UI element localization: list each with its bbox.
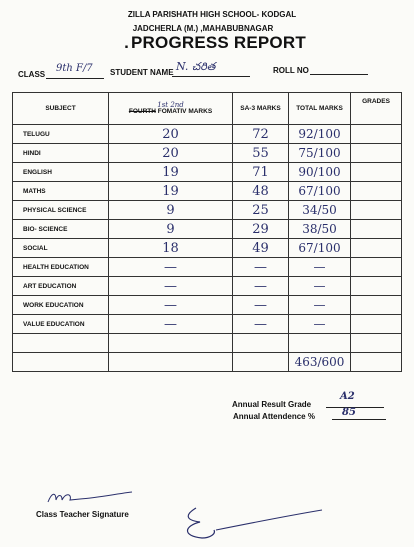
- total-value: 67/100: [298, 184, 341, 198]
- subject-cell: [13, 353, 109, 372]
- total-value: 92/100: [298, 127, 341, 141]
- subject-name: TELUGU: [23, 130, 50, 138]
- table-header-row: [13, 93, 402, 125]
- formative-cell: [109, 220, 233, 239]
- student-underline: [172, 76, 250, 77]
- col-grades: GRADES: [351, 93, 402, 125]
- total-cell: [289, 182, 351, 201]
- subject-cell: [13, 239, 109, 258]
- formative-value: —: [164, 297, 177, 313]
- total-cell: [289, 144, 351, 163]
- grade-cell: [351, 239, 402, 258]
- subject-cell: [13, 125, 109, 144]
- sa3-cell: [233, 296, 289, 315]
- formative-cell: [109, 353, 233, 372]
- total-value: 34/50: [302, 203, 337, 217]
- grade-cell: [351, 163, 402, 182]
- sa3-value: —: [254, 259, 267, 275]
- total-value: 75/100: [298, 146, 341, 160]
- sa3-cell: [233, 182, 289, 201]
- formative-value: —: [164, 278, 177, 294]
- sa3-cell: [233, 258, 289, 277]
- col-sa3: SA-3 MARKS: [233, 93, 289, 125]
- table-row: [13, 220, 402, 239]
- total-value: —: [313, 260, 326, 274]
- formative-value: 18: [162, 240, 179, 256]
- formative-cell: [109, 334, 233, 353]
- total-cell: [289, 125, 351, 144]
- formative-cell: [109, 239, 233, 258]
- total-value: 90/100: [298, 165, 341, 179]
- class-label: CLASS: [18, 70, 46, 79]
- student-name-label: STUDENT NAME: [110, 68, 174, 77]
- formative-value: 9: [166, 221, 175, 237]
- subject-name: SOCIAL: [23, 244, 48, 252]
- formative-cell: [109, 163, 233, 182]
- sa3-cell: [233, 144, 289, 163]
- table-row: [13, 277, 402, 296]
- sa3-value: 49: [252, 240, 269, 256]
- marks-table: [12, 92, 402, 372]
- attendance-underline: [332, 419, 386, 420]
- col-formative: [109, 93, 233, 125]
- result-grade-value: A2: [340, 391, 355, 402]
- formative-cell: [109, 315, 233, 334]
- class-underline: [46, 78, 104, 79]
- formative-value: 9: [166, 202, 175, 218]
- subject-name: ART EDUCATION: [23, 282, 77, 290]
- school-name: ZILLA PARISHATH HIGH SCHOOL- KODGAL: [127, 10, 297, 19]
- total-value: 67/100: [298, 241, 341, 255]
- table-row: [13, 201, 402, 220]
- attendance-value: 85: [342, 407, 356, 418]
- sa3-cell: [233, 277, 289, 296]
- hm-signature: [176, 500, 326, 545]
- total-cell: [289, 296, 351, 315]
- table-row: [13, 315, 402, 334]
- formative-cell: [109, 258, 233, 277]
- title-text: PROGRESS REPORT: [131, 33, 306, 52]
- subject-name: MATHS: [23, 187, 46, 195]
- sa3-value: 55: [252, 145, 269, 161]
- formative-cell: [109, 182, 233, 201]
- grade-cell: [351, 182, 402, 201]
- subject-cell: [13, 182, 109, 201]
- sa3-cell: [233, 353, 289, 372]
- subject-name: PHYSICAL SCIENCE: [23, 206, 87, 214]
- roll-no-label: ROLL NO: [273, 66, 309, 75]
- sa3-value: —: [254, 297, 267, 313]
- sa3-cell: [233, 315, 289, 334]
- formative-cell: [109, 125, 233, 144]
- total-cell: [289, 220, 351, 239]
- subject-cell: [13, 258, 109, 277]
- marks-body: [13, 125, 402, 372]
- formative-struck-prefix: FOURTH: [128, 108, 156, 115]
- subject-name: HINDI: [23, 149, 41, 157]
- subject-cell: [13, 296, 109, 315]
- formative-cell: [109, 144, 233, 163]
- class-value: 9th F/7: [56, 63, 93, 74]
- formative-cell: [109, 201, 233, 220]
- teacher-signature: [46, 488, 136, 510]
- sa3-value: 71: [252, 164, 269, 180]
- sa3-cell: [233, 125, 289, 144]
- sa3-value: —: [254, 316, 267, 332]
- subject-cell: [13, 201, 109, 220]
- grade-cell: [351, 296, 402, 315]
- page-title: . PROGRESS REPORT: [124, 33, 306, 52]
- table-row: [13, 125, 402, 144]
- formative-value: —: [164, 316, 177, 332]
- sa3-value: 29: [252, 221, 269, 237]
- subject-cell: [13, 315, 109, 334]
- grade-cell: [351, 144, 402, 163]
- formative-handwritten-prefix: 1st 2nd: [157, 101, 184, 109]
- table-row: [13, 296, 402, 315]
- formative-value: —: [164, 259, 177, 275]
- total-cell: [289, 258, 351, 277]
- grade-cell: [351, 220, 402, 239]
- subject-name: ENGLISH: [23, 168, 52, 176]
- formative-cell: [109, 296, 233, 315]
- col-total: TOTAL MARKS: [289, 93, 351, 125]
- grade-cell: [351, 201, 402, 220]
- sa3-cell: [233, 201, 289, 220]
- subject-name: BIO- SCIENCE: [23, 225, 68, 233]
- subject-name: HEALTH EDUCATION: [23, 263, 89, 271]
- sa3-value: 48: [252, 183, 269, 199]
- subject-name: VALUE EDUCATION: [23, 320, 85, 328]
- total-value: 38/50: [302, 222, 337, 236]
- total-cell: [289, 353, 351, 372]
- col-subject: SUBJECT: [13, 93, 109, 125]
- grade-cell: [351, 277, 402, 296]
- total-cell: [289, 277, 351, 296]
- total-cell: [289, 163, 351, 182]
- table-row: [13, 258, 402, 277]
- table-row: [13, 353, 402, 372]
- sa3-cell: [233, 239, 289, 258]
- formative-value: 19: [162, 164, 179, 180]
- attendance-label: Annual Attendence %: [233, 412, 315, 421]
- result-grade-label: Annual Result Grade: [232, 400, 312, 409]
- total-value: —: [313, 317, 326, 331]
- formative-value: 20: [162, 126, 179, 142]
- sa3-value: 25: [252, 202, 269, 218]
- table-row: [13, 334, 402, 353]
- sa3-cell: [233, 334, 289, 353]
- sa3-cell: [233, 220, 289, 239]
- grade-cell: [351, 315, 402, 334]
- grade-cell: [351, 258, 402, 277]
- formative-value: 19: [162, 183, 179, 199]
- total-value: —: [313, 279, 326, 293]
- subject-cell: [13, 277, 109, 296]
- subject-cell: [13, 334, 109, 353]
- school-address: JADCHERLA (M.) ,MAHABUBNAGAR: [132, 24, 274, 33]
- grade-cell: [351, 353, 402, 372]
- sa3-cell: [233, 163, 289, 182]
- subject-cell: [13, 144, 109, 163]
- subject-cell: [13, 220, 109, 239]
- total-cell: [289, 334, 351, 353]
- student-name-value: N. చరిత: [176, 60, 216, 73]
- grade-cell: [351, 334, 402, 353]
- formative-header-text: FOMATIV MARKS: [157, 108, 213, 115]
- total-cell: [289, 315, 351, 334]
- table-row: [13, 144, 402, 163]
- formative-value: 20: [162, 145, 179, 161]
- sa3-value: 72: [252, 126, 269, 142]
- total-value: —: [313, 298, 326, 312]
- roll-no-underline: [310, 74, 368, 75]
- total-value: 463/600: [294, 355, 345, 369]
- sa3-value: —: [254, 278, 267, 294]
- subject-name: WORK EDUCATION: [23, 301, 84, 309]
- subject-cell: [13, 163, 109, 182]
- grade-cell: [351, 125, 402, 144]
- total-cell: [289, 201, 351, 220]
- total-cell: [289, 239, 351, 258]
- table-row: [13, 239, 402, 258]
- formative-cell: [109, 277, 233, 296]
- table-row: [13, 182, 402, 201]
- table-row: [13, 163, 402, 182]
- teacher-signature-label: Class Teacher Signature: [36, 510, 129, 519]
